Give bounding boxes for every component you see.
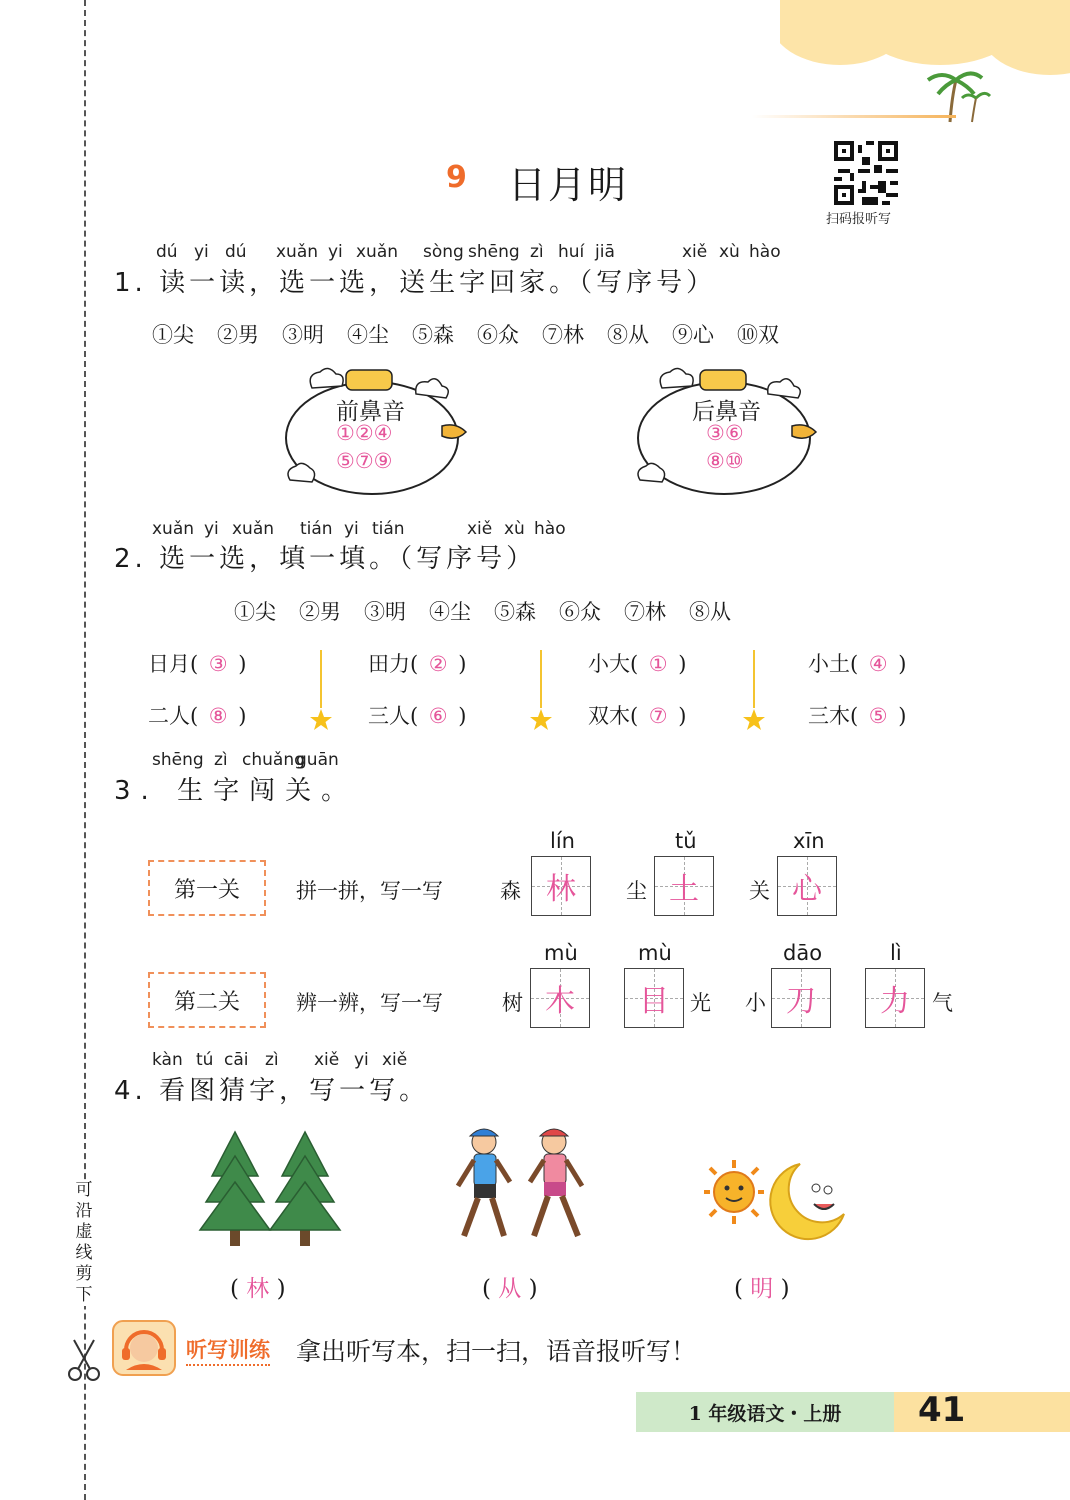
answer: ④ [868,652,888,676]
option: ③明 [364,600,406,624]
option: ⑩双 [737,323,779,347]
tian-grid-cell: 目 [624,968,684,1028]
cell-pinyin: mù [638,941,672,965]
star-icon [529,708,553,732]
pinyin: zì [530,242,544,262]
pinyin: tián [372,519,405,539]
fill-item: 小大( ① ) [588,652,687,676]
q1-options [152,319,779,349]
option: ⑨心 [672,323,714,347]
pinyin: yi [204,519,219,539]
option: ①尖 [234,600,276,624]
answer: ⑥ [428,704,448,728]
q2-options [234,596,731,626]
cell-pinyin: lì [890,941,902,965]
star-icon [742,708,766,732]
tian-grid-cell: 心 [777,856,837,916]
pinyin: yi [328,242,343,262]
question-2-heading: 2. 选一选，填一填。（写序号） [114,544,537,574]
option: ①尖 [152,323,194,347]
answer: ③ [208,652,228,676]
listen-instructions: 拿出听写本，扫一扫，语音报听写！ [296,1337,697,1366]
fill-item: 双木( ⑦ ) [588,704,687,728]
star-icon [309,708,333,732]
pinyin: zì [214,750,228,770]
pinyin: jiā [595,242,615,262]
listen-training-label: 听写训练 [186,1334,270,1366]
pinyin: dú [225,242,247,262]
level-2-label: 第二关 [148,972,266,1028]
fill-item: 二人( ⑧ ) [148,704,247,728]
pinyin: xiě [382,1050,408,1070]
pinyin: xuǎn [356,242,399,262]
level-1-task: 拼一拼，写一写 [296,879,443,903]
fill-item: 田力( ② ) [368,652,467,676]
pinyin: xiě [467,519,493,539]
pinyin: cāi [224,1050,249,1070]
pinyin: xù [504,519,525,539]
option: ⑥众 [477,323,519,347]
pinyin: kàn [152,1050,183,1070]
option: ⑦林 [542,323,584,347]
cell-suffix: 光 [690,991,711,1015]
option: ②男 [299,600,341,624]
guess-answer: ( 明 ) [734,1276,790,1302]
pinyin: yi [344,519,359,539]
page-number: 41 [918,1390,966,1430]
pinyin: guān [296,750,339,770]
cell-prefix: 小 [745,991,766,1015]
cell-prefix: 尘 [626,879,647,903]
tian-grid-cell: 木 [530,968,590,1028]
pinyin: dú [156,242,178,262]
two-people-walking-image [448,1120,598,1248]
pinyin: hào [749,242,781,262]
option: ⑧从 [689,600,731,624]
answer: ⑧ [208,704,228,728]
cell-pinyin: xīn [793,829,825,853]
option: ⑥众 [559,600,601,624]
question-1-heading: 1. 读一读，选一选，送生字回家。（写序号） [114,268,717,298]
cell-pinyin: tǔ [675,829,697,853]
tian-grid-cell: 刀 [771,968,831,1028]
cell-prefix: 森 [500,879,521,903]
qr-label: 扫码报听写 [826,212,892,227]
house-answer-line: ⑧⑩ [706,449,744,473]
question-3-heading: 3. 生字闯关。 [114,776,358,806]
pinyin: zì [265,1050,279,1070]
house-label: 后鼻音 [692,399,761,425]
pinyin: xiě [314,1050,340,1070]
fill-item: 三人( ⑥ ) [368,704,467,728]
cut-hint: 可沿虚线剪下 [72,1180,96,1306]
option: ③明 [282,323,324,347]
qr-code-icon[interactable] [834,141,898,205]
lesson-title: 日月明 [508,163,629,207]
option: ⑦林 [624,600,666,624]
option: ⑧从 [607,323,649,347]
pinyin: hào [534,519,566,539]
house-answer-line: ③⑥ [706,421,744,445]
house-answer-line: ⑤⑦⑨ [336,449,393,473]
answer: ⑦ [648,704,668,728]
divider-line [540,650,542,708]
pinyin: xuǎn [152,519,195,539]
footer-grade-label: 1 年级语文・上册 [636,1392,894,1432]
pinyin: yi [354,1050,369,1070]
tian-grid-cell: 力 [865,968,925,1028]
pinyin: yi [194,242,209,262]
pinyin: chuǎng [242,750,305,770]
header-divider [752,115,956,118]
option: ⑤森 [412,323,454,347]
cell-pinyin: mù [544,941,578,965]
pinyin: xiě [682,242,708,262]
divider-line [320,650,322,708]
scissors-icon [66,1338,102,1382]
guess-answer: ( 从 ) [482,1276,538,1302]
level-2-task: 辨一辨，写一写 [296,991,443,1015]
fill-item: 小土( ④ ) [808,652,907,676]
sun-and-moon-image [704,1158,850,1242]
option: ⑤森 [494,600,536,624]
headphones-icon [112,1320,176,1376]
option: ④尘 [347,323,389,347]
two-trees-image [198,1130,344,1248]
house-label: 前鼻音 [336,399,405,425]
guess-answer: ( 林 ) [230,1276,286,1302]
cell-suffix: 气 [932,991,953,1015]
fill-item: 日月( ③ ) [148,652,247,676]
answer: ② [428,652,448,676]
answer: ① [648,652,668,676]
answer: ⑤ [868,704,888,728]
level-1-label: 第一关 [148,860,266,916]
tian-grid-cell: 土 [654,856,714,916]
lesson-number: 9 [446,160,467,195]
pinyin: shēng [152,750,204,770]
cell-pinyin: dāo [783,941,823,965]
cell-prefix: 树 [502,991,523,1015]
pinyin: xuǎn [276,242,319,262]
house-answer-line: ①②④ [336,421,393,445]
pinyin: tián [300,519,333,539]
pinyin: huí [558,242,585,262]
divider-line [753,650,755,708]
option: ②男 [217,323,259,347]
question-4-heading: 4. 看图猜字，写一写。 [114,1076,430,1106]
cell-pinyin: lín [550,829,575,853]
cell-prefix: 关 [749,879,770,903]
pinyin: xuǎn [232,519,275,539]
pinyin: tú [196,1050,214,1070]
option: ④尘 [429,600,471,624]
pinyin: shēng [468,242,520,262]
tian-grid-cell: 林 [531,856,591,916]
fill-item: 三木( ⑤ ) [808,704,907,728]
pinyin: sòng [423,242,464,262]
pinyin: xù [719,242,740,262]
